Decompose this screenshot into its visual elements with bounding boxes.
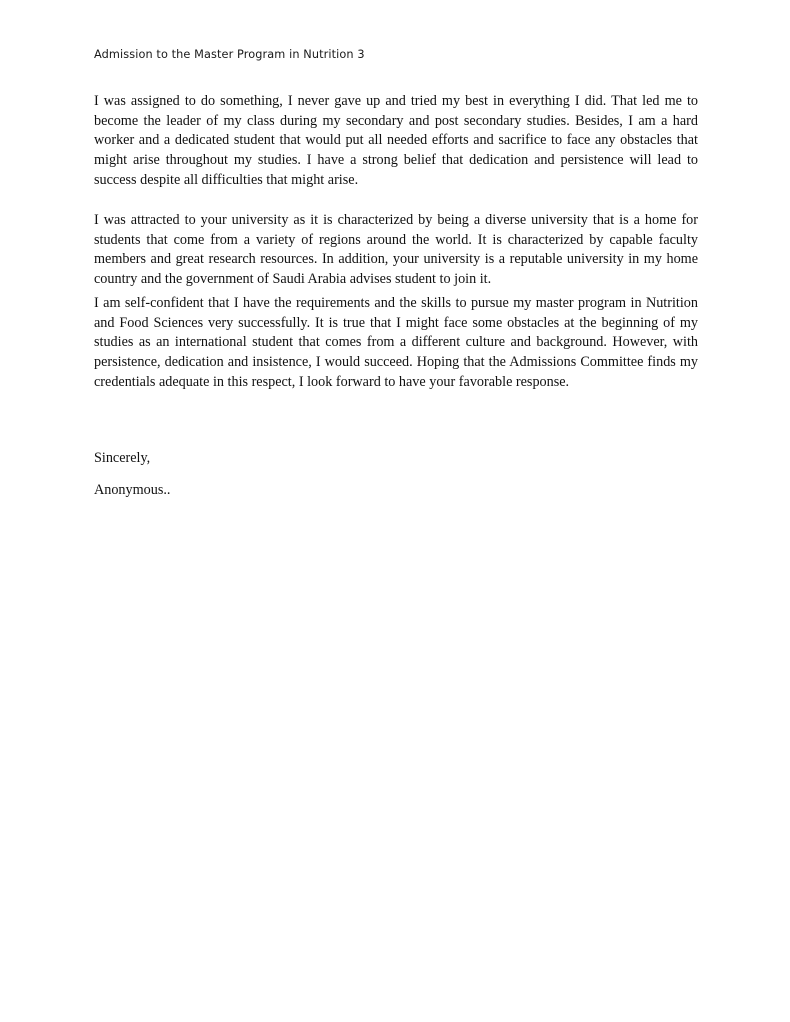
closing-salutation: Sincerely, [94,450,151,466]
paragraph-3: I am self-confident that I have the requirements and the skills to pursue my master program in Nutrition and Food Sciences very successfully. It is true that I might face some obstacles at the beginning of my studies as an international student that comes from a different culture and background. However, with persistence, dedication and insistence, I would succeed. Hoping that the Admissions Committee finds my credentials adequate in this respect, I look forward to have your favorable response. [94,295,698,390]
running-header: Admission to the Master Program in Nutrition 3 [94,48,365,61]
paragraph-2: I was attracted to your university as it is characterized by being a diverse university that is a home for students that come from a variety of regions around the world. It is characterized by capable faculty members and great research resources. In addition, your university is a reputable university in my home country and the government of Saudi Arabia advises student to join it. [94,212,698,288]
signature: Anonymous.. [94,482,171,498]
paragraph-1: I was assigned to do something, I never gave up and tried my best in everything I did. That led me to become the leader of my class during my secondary and post secondary studies. Besides, I am a hard worker and a dedicated student that would put all needed efforts and sacrifice to face any obstacles that might arise throughout my studies. I have a strong belief that dedication and persistence will lead to success despite all difficulties that might arise. [94,93,698,188]
